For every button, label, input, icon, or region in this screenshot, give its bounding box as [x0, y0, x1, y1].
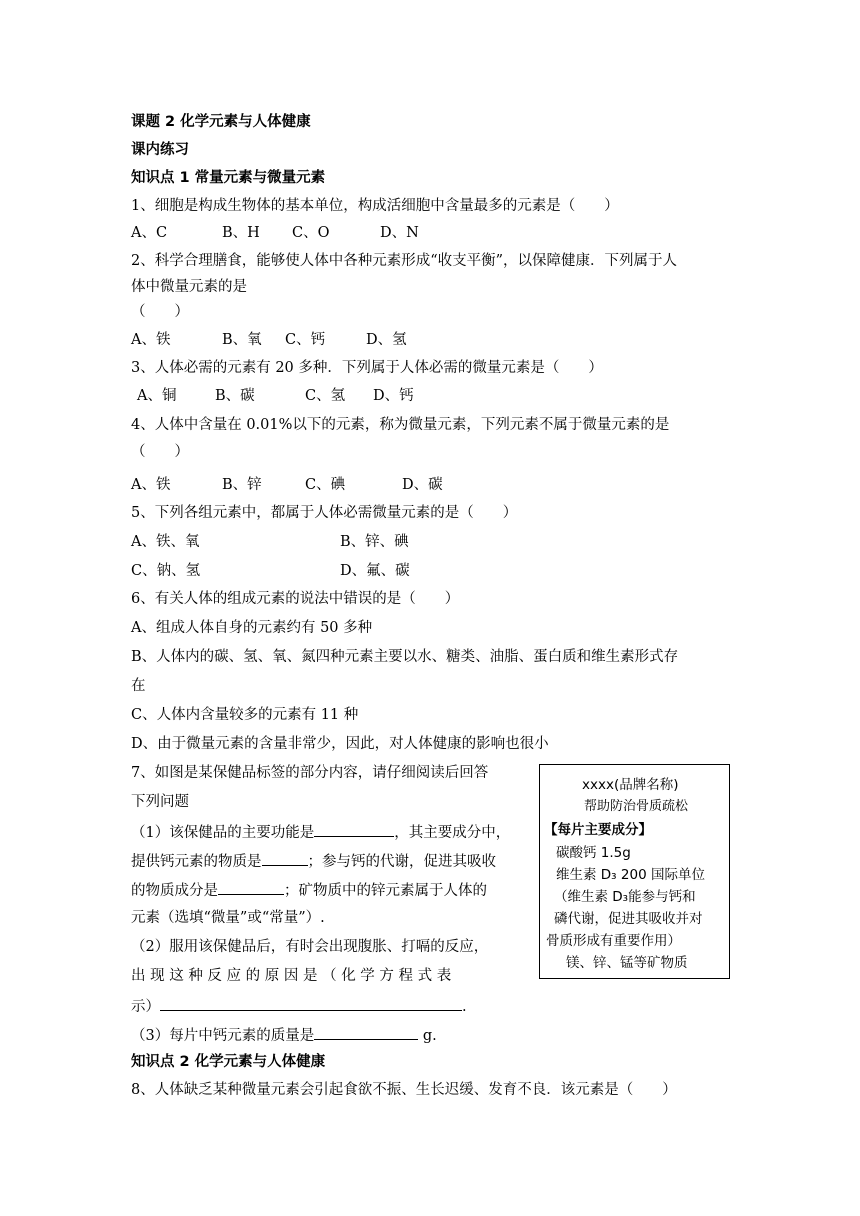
question-1-option-a: A、C: [131, 225, 168, 241]
question-7-part-3: （3）每片中钙元素的质量是 g.: [131, 1025, 437, 1045]
question-6-option-c: C、人体内含量较多的元素有 11 种: [131, 707, 359, 723]
question-1-stem: 1、细胞是构成生物体的基本单位，构成活细胞中含量最多的元素是（ ）: [131, 198, 619, 214]
question-3-stem: 3、人体必需的元素有 20 多种．下列属于人体必需的微量元素是（ ）: [131, 360, 603, 376]
question-6-option-a: A、组成人体自身的元素约有 50 多种: [131, 620, 373, 636]
question-4-option-b: B、锌: [222, 477, 262, 493]
knowledge-point-2-heading: 知识点 2 化学元素与人体健康: [131, 1054, 326, 1070]
label-function: 帮助防治骨质疏松: [584, 799, 689, 814]
question-4-option-a: A、铁: [131, 477, 171, 493]
label-ingredient-vitamin-d3: 维生素 D₃ 200 国际单位: [556, 867, 705, 883]
question-6-option-d: D、由于微量元素的含量非常少，因此，对人体健康的影响也很小: [131, 736, 549, 752]
answer-blank-function[interactable]: [314, 822, 394, 837]
question-7-part-1-line-4: 元素（选填“微量”或“常量”）.: [131, 910, 325, 926]
label-note-line-2: 磷代谢，促进其吸收并对: [554, 911, 703, 927]
question-4-option-c: C、碘: [305, 477, 346, 493]
answer-blank-absorption-ingredient[interactable]: [218, 880, 284, 895]
question-7-stem-line-1: 7、如图是某保健品标签的部分内容，请仔细阅读后回答: [131, 765, 489, 781]
question-2-answer-paren: （ ）: [131, 304, 189, 320]
question-2-option-a: A、铁: [131, 332, 171, 348]
question-2-option-d: D、氢: [366, 332, 407, 348]
question-7-part-2-line-2: 出 现 这 种 反 应 的 原 因 是 （ 化 学 方 程 式 表: [131, 968, 452, 984]
supplement-label-box: [539, 764, 730, 979]
knowledge-point-1-heading: 知识点 1 常量元素与微量元素: [131, 170, 326, 186]
answer-blank-calcium-source[interactable]: [262, 851, 308, 866]
question-3-option-a: A、铜: [137, 388, 177, 404]
question-7-part-1-line-1: （1）该保健品的主要功能是 ，其主要成分中，: [131, 822, 510, 842]
label-minerals: 镁、锌、锰等矿物质: [566, 955, 688, 971]
label-note-line-1: （维生素 D₃能参与钙和: [554, 889, 696, 905]
label-brand: xxxx(品牌名称): [582, 777, 679, 793]
question-1-option-d: D、N: [380, 225, 419, 241]
question-5-option-b: B、锌、碘: [340, 534, 409, 550]
section-heading: 课内练习: [131, 142, 189, 158]
label-ingredient-calcium-carbonate: 碳酸钙 1.5g: [556, 845, 631, 861]
answer-blank-calcium-mass[interactable]: [314, 1025, 418, 1040]
question-5-stem: 5、下列各组元素中，都属于人体必需微量元素的是（ ）: [131, 505, 518, 521]
question-7-part-2-line-3: 示） .: [131, 996, 467, 1016]
question-8-stem: 8、人体缺乏某种微量元素会引起食欲不振、生长迟缓、发育不良．该元素是（ ）: [131, 1082, 677, 1098]
question-3-option-d: D、钙: [373, 388, 414, 404]
question-2-option-b: B、氧: [222, 332, 262, 348]
answer-blank-chemical-equation[interactable]: [160, 996, 462, 1011]
question-7-part-1-line-2: 提供钙元素的物质是 ；参与钙的代谢，促进其吸收: [131, 851, 496, 871]
question-7-stem-line-2: 下列问题: [131, 794, 189, 810]
question-2-option-c: C、钙: [285, 332, 326, 348]
label-note-line-3: 骨质形成有重要作用）: [546, 933, 681, 949]
question-4-answer-paren: （ ）: [131, 444, 189, 460]
label-ingredients-heading: 【每片主要成分】: [544, 822, 652, 838]
lesson-title: 课题 2 化学元素与人体健康: [131, 114, 311, 130]
question-1-option-b: B、H: [222, 225, 260, 241]
question-2-stem-line-1: 2、科学合理膳食，能够使人体中各种元素形成“收支平衡”，以保障健康．下列属于人: [131, 253, 678, 269]
question-7-part-1-line-3: 的物质成分是 ；矿物质中的锌元素属于人体的: [131, 880, 487, 900]
question-1-option-c: C、O: [292, 225, 330, 241]
question-5-option-c: C、钠、氢: [131, 563, 201, 579]
question-6-option-b-line-1: B、人体内的碳、氢、氧、氮四种元素主要以水、糖类、油脂、蛋白质和维生素形式存: [131, 649, 679, 665]
question-2-stem-line-2: 体中微量元素的是: [131, 279, 247, 295]
question-6-option-b-line-2: 在: [131, 678, 146, 694]
question-3-option-b: B、碳: [215, 388, 255, 404]
question-7-part-2-line-1: （2）服用该保健品后，有时会出现腹胀、打嗝的反应，: [131, 939, 489, 955]
question-4-stem: 4、人体中含量在 0.01%以下的元素，称为微量元素，下列元素不属于微量元素的是: [131, 417, 670, 433]
question-3-option-c: C、氢: [305, 388, 346, 404]
question-5-option-a: A、铁、氧: [131, 534, 200, 550]
question-4-option-d: D、碳: [402, 477, 443, 493]
question-5-option-d: D、氟、碳: [340, 563, 410, 579]
question-6-stem: 6、有关人体的组成元素的说法中错误的是（ ）: [131, 591, 460, 607]
